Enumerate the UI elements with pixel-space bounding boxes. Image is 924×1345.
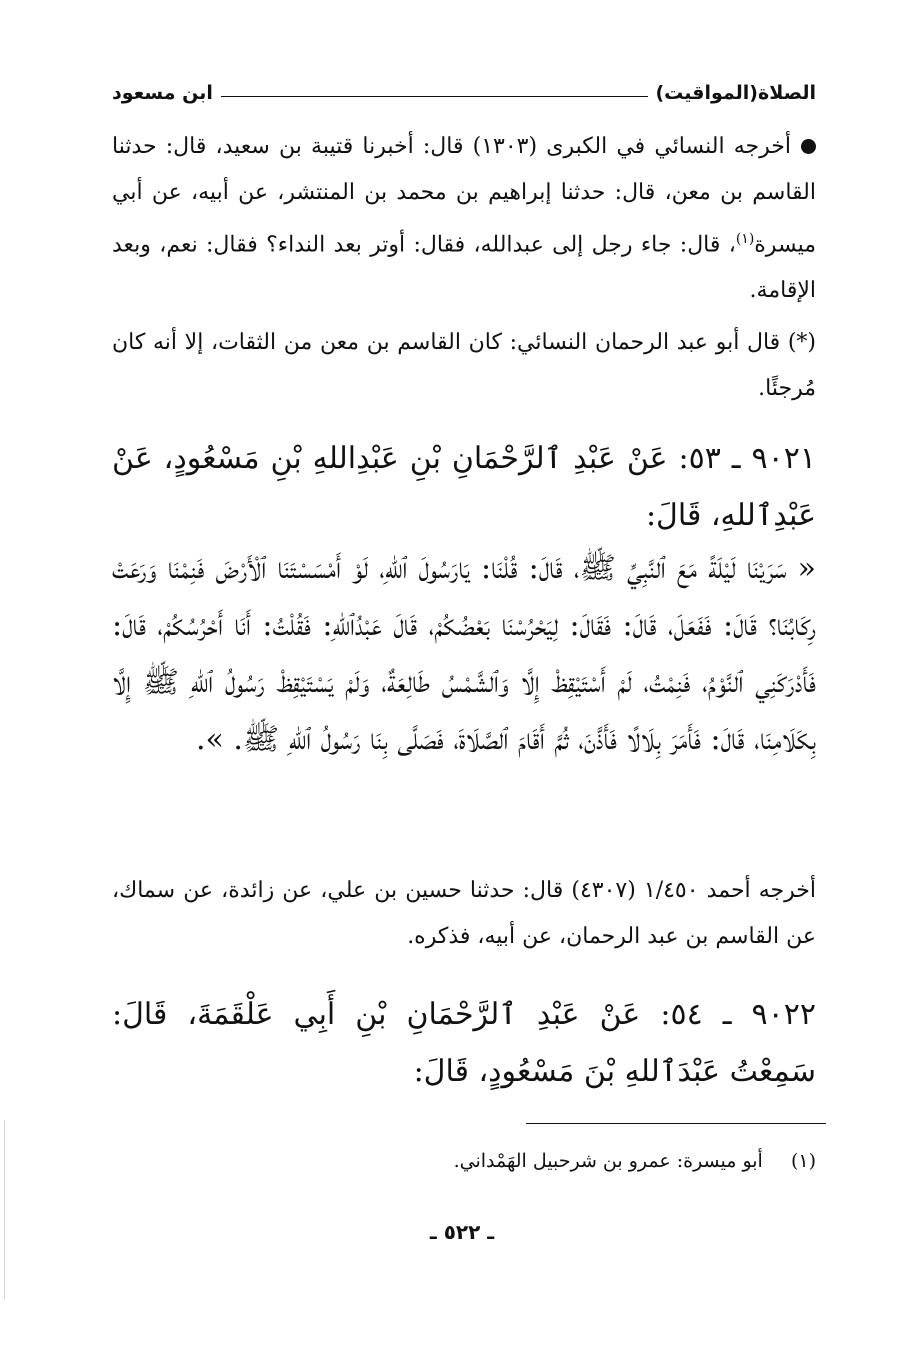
bullet-icon	[801, 139, 816, 154]
hadith-9021-heading	[112, 430, 816, 544]
takhrij-text: أخرجه النسائي في الكبرى (١٣٠٣) قال: أخبرنا قتيبة بن سعيد، قال: حدثنا القاسم بن معن، قال: حدثنا إبراهيم بن محمد بن المنتشر، عن أبيه، عن أبي ميسرة	[112, 134, 816, 258]
footnote-number: (١)	[790, 1150, 816, 1172]
hadith-9021-matn: « سَرَيْنَا لَيْلَةً مَعَ ٱلنَّبِيِّ ﷺ، قَالَ: قُلْنَا: يَارَسُولَ ٱللهِ، لَوْ أَمْسَسْتَنَا ٱلْأَرْضَ فَنِمْنَا وَرَعَتْ رِكَابُنَا؟ قَالَ: فَفَعَلَ، قَالَ: فَقَالَ: لِيَحْرُسْنَا بَعْضُكُمْ، قَالَ عَبْدُٱللهِ: فَقُلْتُ: أَنَا أَحْرُسُكُمْ، قَالَ: فَأَدْرَكَنِي ٱلنَّوْمُ، فَنِمْتُ، لَمْ أَسْتَيْقِظْ إِلَّا وَٱلشَّمْسُ طَالِعَةٌ، وَلَمْ يَسْتَيْقِظْ رَسُولُ ٱللهِ ﷺ إِلَّا بِكَلَامِنَا، قَالَ: فَأَمَرَ بِلَالًا فَأَذَّنَ، ثُمَّ أَقَامَ ٱلصَّلَاةَ، فَصَلَّى بِنَا رَسُولُ ٱللهِ ﷺ. ».	[112, 551, 816, 757]
hadith-9021-body	[112, 540, 816, 768]
hadith-9022-isnad: ٩٠٢٢ ـ ٥٤: عَنْ عَبْدِ ٱلرَّحْمَانِ بْنِ أَبِي عَلْقَمَةَ، قَالَ: سَمِعْتُ عَبْدَٱللهِ بْنَ مَسْعُودٍ، قَالَ:	[112, 997, 816, 1089]
nasai-note-text: (*) قال أبو عبد الرحمان النسائي: كان القاسم بن معن من الثقات، إلا أنه كان مُرجئًا.	[112, 330, 816, 401]
header-chapter-title: الصلاة(المواقيت)	[655, 82, 816, 104]
scan-margin-line	[4, 1120, 5, 1300]
footnote-text: أبو ميسرة: عمرو بن شرحبيل الهَمْداني.	[453, 1150, 763, 1172]
footnote	[112, 1143, 816, 1179]
page-number: ـ ٥٢٢ ـ	[429, 1220, 495, 1244]
header-rule	[221, 96, 648, 97]
ahmad-takhrij-text: أخرجه أحمد ١/٤٥٠ (٤٣٠٧) قال: حدثنا حسين بن علي، عن زائدة، عن سماك، عن القاسم بن عبد الرحمان، عن أبيه، فذكره.	[112, 878, 817, 949]
hadith-9021-isnad: ٩٠٢١ ـ ٥٣: عَنْ عَبْدِ ٱلرَّحْمَانِ بْنِ عَبْدِاللهِ بْنِ مَسْعُودٍ، عَنْ عَبْدِٱللهِ، قَالَ:	[112, 441, 816, 533]
header-section-title: ابن مسعود	[112, 82, 213, 104]
takhrij-text-continued: ، قال: جاء رجل إلى عبدالله، فقال: أوتر بعد النداء؟ فقال: نعم، وبعد الإقامة.	[112, 232, 816, 304]
footnote-reference[interactable]: (١)	[735, 231, 755, 247]
nasai-note-paragraph	[112, 320, 816, 412]
footnote-separator	[526, 1123, 826, 1124]
takhrij-paragraph-1	[112, 124, 816, 314]
running-header	[112, 78, 816, 108]
hadith-9022-heading	[112, 986, 816, 1100]
takhrij-paragraph-2	[112, 868, 816, 960]
